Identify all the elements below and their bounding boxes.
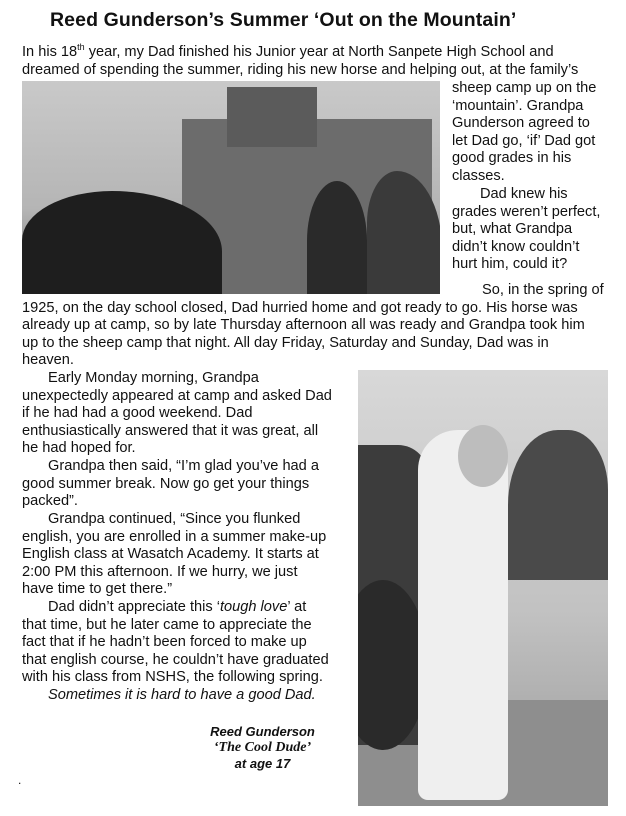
intro-paragraph: In his 18th year, my Dad finished his Junior year at North Sanpete High School and dreamed of spending the summer, riding his new horse and helping out, at the family’s [22, 42, 579, 78]
tough-love-paragraph: Dad didn’t appreciate this ‘tough love’ at that time, but he later came to appreciate the fact that if he hadn’t been forced to make up that english course, he couldn’t have graduated with his class from NSHS, the following spring. Sometimes it is hard to have a good Dad. [22, 599, 329, 703]
photo-caption [195, 724, 330, 772]
caption-age: at age 17 [234, 756, 291, 771]
closing-line: Sometimes it is hard to have a good Dad. [48, 686, 316, 703]
spring-paragraph: So, in the spring of 1925, on the day school closed, Dad hurried home and got ready to go. His horse was already up at camp, so by late Thursday afternoon all was ready and Grandpa took him up to the sheep camp that night. All day Friday, Saturday and Sunday, Dad was in heaven. [22, 282, 604, 369]
stray-mark: . [18, 773, 22, 787]
caption-name: Reed Gunderson [210, 724, 315, 739]
glad-paragraph: Grandpa then said, “I’m glad you’ve had a good summer break. Now go get your things packed”. [22, 458, 319, 510]
side-paragraph-2: Dad knew his grades weren’t perfect, but, what Grandpa didn’t know couldn’t hurt him, could it? [452, 186, 601, 273]
reed-portrait-photo [358, 370, 608, 806]
school-photo [22, 81, 440, 294]
monday-paragraph: Early Monday morning, Grandpa unexpectedly appeared at camp and asked Dad if he had had a good weekend. Dad enthusiastically answered that it was great, all he had hoped for. [22, 370, 332, 457]
caption-nickname: ‘The Cool Dude’ [213, 740, 312, 755]
side-paragraph-1: sheep camp up on the ‘mountain’. Grandpa Gunderson agreed to let Dad go, ‘if’ Dad got good grades in his classes. [452, 80, 597, 184]
article-title: Reed Gunderson’s Summer ‘Out on the Mountain’ [50, 9, 517, 31]
continued-paragraph: Grandpa continued, “Since you flunked english, you are enrolled in a summer make-up English class at Wasatch Academy. It starts at 2:00 PM this afternoon. If we hurry, we just have time to get there.” [22, 511, 327, 598]
